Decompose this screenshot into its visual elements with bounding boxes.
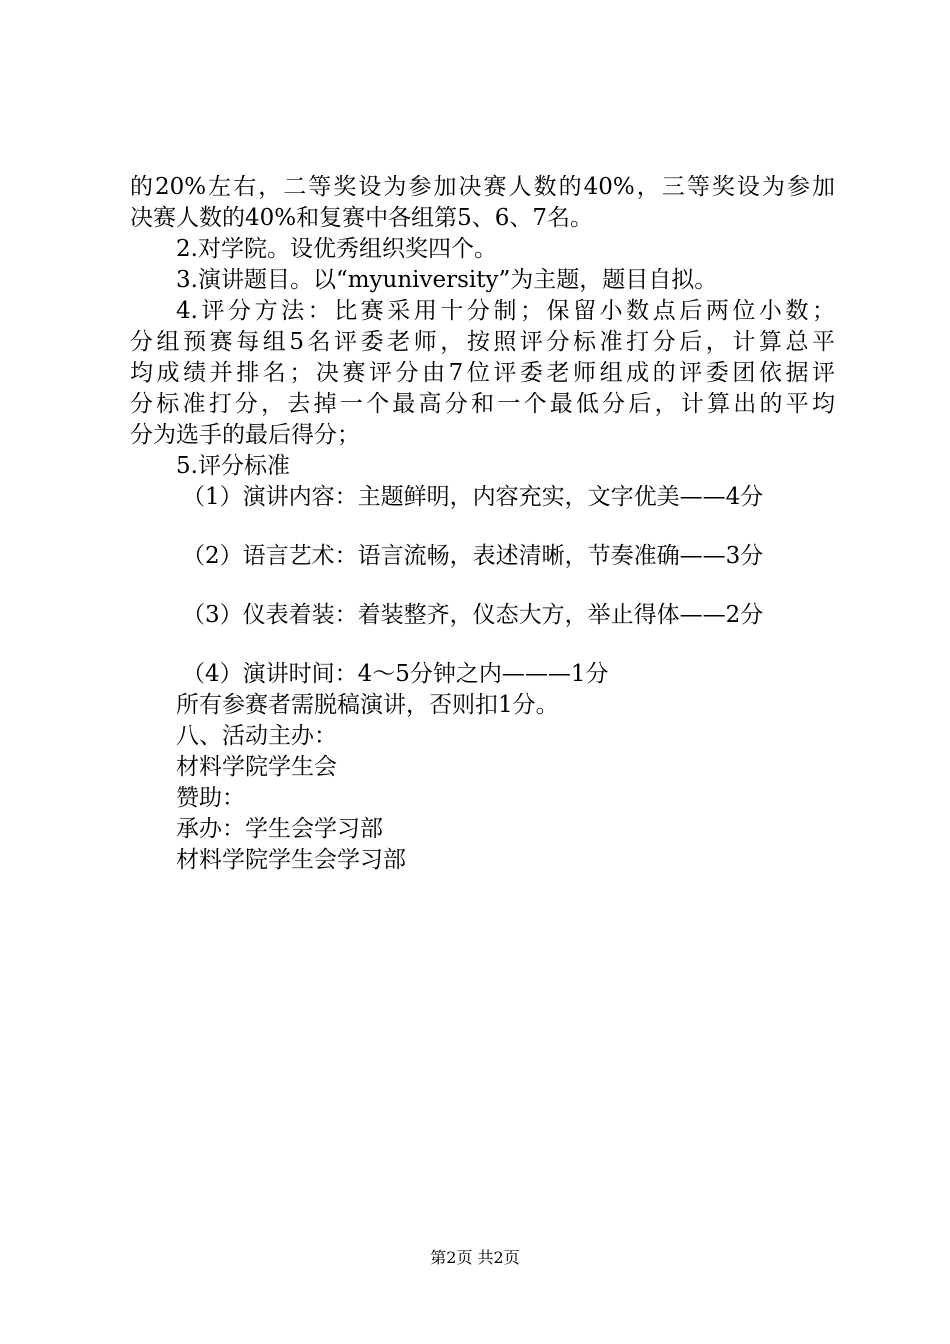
co-organizer-name: 材料学院学生会学习部: [176, 847, 406, 873]
text-line-2: 决赛人数的40%和复赛中各组第5、6、7名。: [130, 205, 594, 231]
text-line-3: 2.对学院。设优秀组织奖四个。: [176, 236, 497, 262]
text-line-10: 5.评分标准: [176, 453, 290, 479]
criteria-item-3: （3）仪表着装：着装整齐，仪态大方，举止得体——2分: [182, 602, 764, 628]
text-line-9: 分为选手的最后得分；: [130, 422, 360, 448]
text-line-5: 4.评分方法：比赛采用十分制；保留小数点后两位小数；: [176, 298, 835, 324]
text-line-8: 分标准打分，去掉一个最高分和一个最低分后，计算出的平均: [130, 391, 835, 417]
spacer: [130, 513, 835, 541]
criteria-item-2: （2）语言艺术：语言流畅，表述清晰，节奏准确——3分: [182, 543, 764, 569]
document-body: [130, 172, 835, 876]
text-line-6: 分组预赛每组5名评委老师，按照评分标准打分后，计算总平: [130, 329, 835, 355]
spacer: [130, 631, 835, 659]
section-heading-organizer: 八、活动主办：: [176, 723, 337, 749]
sponsor-label: 赞助：: [176, 785, 245, 811]
spacer: [130, 572, 835, 600]
text-line-7: 均成绩并排名；决赛评分由7位评委老师组成的评委团依据评: [130, 360, 835, 386]
page-number-footer: 第2页 共2页: [430, 1248, 520, 1267]
co-organizer-line: 承办：学生会学习部: [176, 816, 383, 842]
organizer-name: 材料学院学生会: [176, 754, 337, 780]
text-line-1: 的20%左右，二等奖设为参加决赛人数的40%，三等奖设为参加: [130, 174, 835, 200]
criteria-item-4: （4）演讲时间：4～5分钟之内———1分: [182, 661, 609, 687]
text-line-15: 所有参赛者需脱稿演讲，否则扣1分。: [176, 692, 559, 718]
text-line-4: 3.演讲题目。以“myuniversity”为主题，题目自拟。: [176, 267, 718, 293]
criteria-item-1: （1）演讲内容：主题鲜明，内容充实，文字优美——4分: [182, 484, 764, 510]
